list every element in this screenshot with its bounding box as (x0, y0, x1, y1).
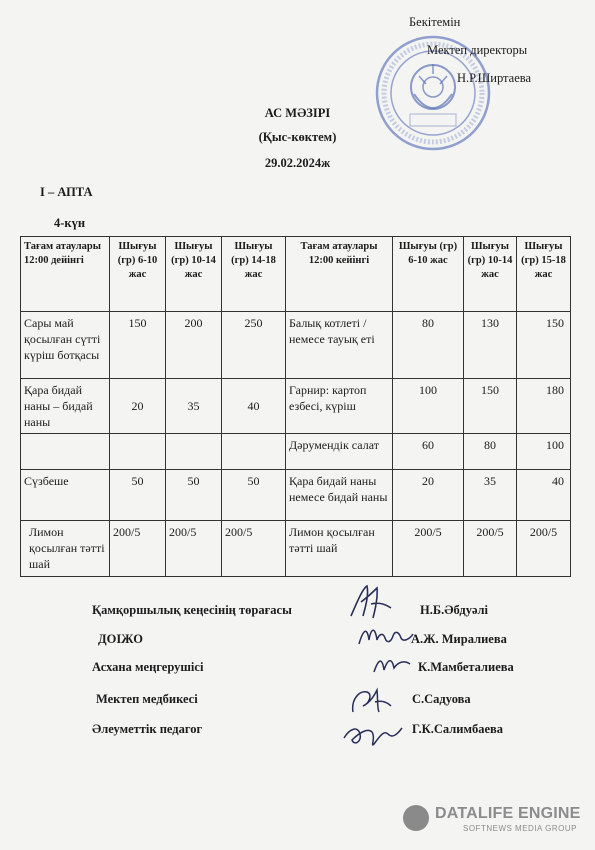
day-label: 4-күн (54, 216, 86, 230)
table-cell: 50 (110, 470, 166, 521)
table-cell: 35 (166, 379, 222, 434)
signature-role-5: Әлеуметтік педагог (92, 722, 203, 736)
column-header: Шығуы (гр) 6-10 жас (110, 237, 166, 312)
table-cell: 20 (393, 470, 464, 521)
table-cell: 250 (222, 312, 286, 379)
table-cell: 180 (517, 379, 571, 434)
table-cell: 200/5 (222, 521, 286, 577)
signature-name-4: С.Садуова (412, 692, 471, 706)
table-row (21, 379, 571, 434)
signature-name-3: К.Мамбеталиева (418, 660, 514, 674)
table-cell: 130 (464, 312, 517, 379)
table-cell: 80 (393, 312, 464, 379)
table-cell: 80 (464, 434, 517, 470)
table-cell: Лимон қосылған тәтті шай (286, 521, 393, 577)
approval-label: Бекітемін (409, 15, 461, 29)
table-cell: 150 (110, 312, 166, 379)
table-cell: 200/5 (166, 521, 222, 577)
handwritten-signature-1 (345, 582, 395, 622)
site-watermark (403, 805, 581, 835)
table-row (21, 312, 571, 379)
table-cell: Сүзбеше (21, 470, 110, 521)
table-cell: Сары май қосылған сүтті күріш ботқасы (21, 312, 110, 379)
handwritten-signature-4 (345, 684, 395, 718)
table-cell: 20 (110, 379, 166, 434)
table-cell: 40 (222, 379, 286, 434)
table-cell: 200/5 (393, 521, 464, 577)
table-cell: 200/5 (464, 521, 517, 577)
signature-name-5: Г.К.Салимбаева (412, 722, 504, 736)
table-cell: 100 (517, 434, 571, 470)
column-header: Шығуы (гр) 10-14 жас (464, 237, 517, 312)
table-row (21, 470, 571, 521)
table-cell: Дәрумендік салат (286, 434, 393, 470)
table-cell (110, 434, 166, 470)
menu-table (20, 236, 571, 577)
column-header: Шығуы (гр) 6-10 жас (393, 237, 464, 312)
table-cell: 100 (393, 379, 464, 434)
table-cell: 60 (393, 434, 464, 470)
table-cell: 40 (517, 470, 571, 521)
handwritten-signature-3 (370, 652, 414, 678)
week-label: I – АПТА (40, 185, 93, 199)
table-cell: Гарнир: картоп езбесі, күріш (286, 379, 393, 434)
table-cell: 200/5 (110, 521, 166, 577)
table-header-row (21, 237, 571, 312)
table-cell (21, 434, 110, 470)
approval-position: Мектеп директоры (427, 43, 528, 57)
signature-name-1: Н.Б.Әбдуәлі (420, 603, 489, 617)
column-header: Шығуы (гр) 14-18 жас (222, 237, 286, 312)
table-cell: Балық котлеті /немесе тауық еті (286, 312, 393, 379)
table-cell: 50 (166, 470, 222, 521)
watermark-title: DATALIFE ENGINE (435, 805, 581, 822)
column-header: Шығуы (гр) 15-18 жас (517, 237, 571, 312)
table-row (21, 521, 571, 577)
table-cell (222, 434, 286, 470)
signature-role-1: Қамқоршылық кеңесінің төрағасы (92, 603, 292, 617)
table-cell: 200 (166, 312, 222, 379)
table-cell (166, 434, 222, 470)
signature-role-3: Асхана меңгерушісі (92, 660, 204, 674)
table-cell: Қара бидай наны – бидай наны (21, 379, 110, 434)
signature-name-2: А.Ж. Миралиева (411, 632, 507, 646)
approval-name: Н.Р.Ширтаева (457, 71, 532, 85)
watermark-logo-icon (403, 805, 429, 831)
document-season: (Қыс-көктем) (258, 130, 337, 144)
table-cell: 150 (517, 312, 571, 379)
table-cell: 150 (464, 379, 517, 434)
signature-role-2: ДОІЖО (98, 632, 143, 646)
table-cell: 50 (222, 470, 286, 521)
table-cell: 35 (464, 470, 517, 521)
column-header: Тағам атаулары 12:00 кейінгі (286, 237, 393, 312)
handwritten-signature-5 (340, 718, 405, 754)
document-title: АС МӘЗІРІ (264, 106, 331, 120)
table-cell: Лимон қосылған тәтті шай (21, 521, 110, 577)
watermark-subtitle: SOFTNEWS MEDIA GROUP (463, 824, 578, 833)
document-date: 29.02.2024ж (264, 156, 331, 170)
table-cell: Қара бидай наны немесе бидай наны (286, 470, 393, 521)
signature-role-4: Мектеп медбикесі (96, 692, 198, 706)
column-header: Тағам атаулары 12:00 дейінгі (21, 237, 110, 312)
table-cell: 200/5 (517, 521, 571, 577)
table-row (21, 434, 571, 470)
handwritten-signature-2 (355, 620, 415, 652)
column-header: Шығуы (гр) 10-14 жас (166, 237, 222, 312)
